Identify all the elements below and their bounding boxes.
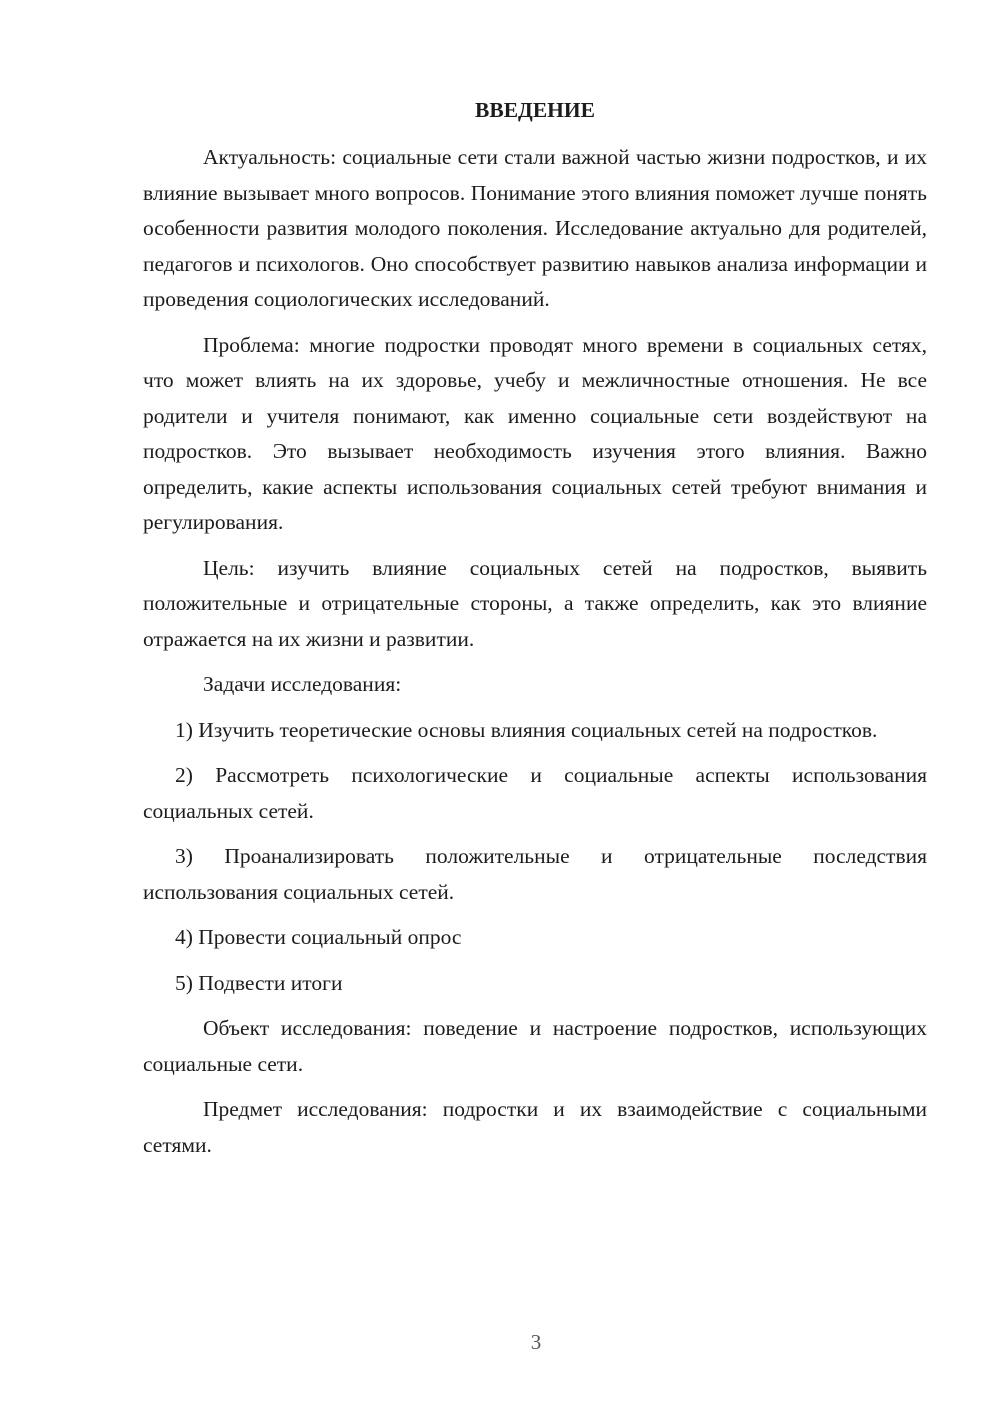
paragraph-object: Объект исследования: поведение и настроение подростков, использующих социальные сети.: [143, 1016, 927, 1076]
task-item-4: 4) Провести социальный опрос: [175, 925, 462, 949]
paragraph-subject: Предмет исследования: подростки и их взаимодействие с социальными сетями.: [143, 1097, 927, 1157]
task-item-5: 5) Подвести итоги: [175, 970, 343, 995]
section-title: ВВЕДЕНИЕ: [475, 98, 595, 122]
document-body: [143, 93, 927, 1173]
task-item-2: 2) Рассмотреть психологические и социальные аспекты использования социальных сетей.: [143, 763, 927, 823]
task-item-3: 3) Проанализировать положительные и отрицательные последствия использования социальных сетей.: [143, 844, 927, 904]
paragraph-problem: Проблема: многие подростки проводят много времени в социальных сетях, что может влиять на их здоровье, учебу и межличностные отношения. Не все родители и учителя понимают, как именно социальные сети воздействуют на подростков. Это вызывает необходимость изучения этого влияния. Важно определить, какие аспекты использования социальных сетей требуют внимания и регулирования.: [143, 332, 927, 534]
tasks-heading: Задачи исследования:: [203, 672, 402, 696]
paragraph-goal: Цель: изучить влияние социальных сетей на подростков, выявить положительные и отрицательные стороны, а также определить, как это влияние отражается на их жизни и развитии.: [143, 555, 927, 651]
paragraph-relevance: Актуальность: социальные сети стали важной частью жизни подростков, и их влияние вызывает много вопросов. Понимание этого влияния поможет лучше понять особенности развития молодого поколения. Исследование актуально для родителей, педагогов и психологов. Оно способствует развитию навыков анализа информации и проведения социологических исследований.: [143, 145, 927, 311]
page-number: 3: [530, 1330, 542, 1354]
task-item-1: 1) Изучить теоретические основы влияния социальных сетей на подростков.: [175, 717, 878, 742]
